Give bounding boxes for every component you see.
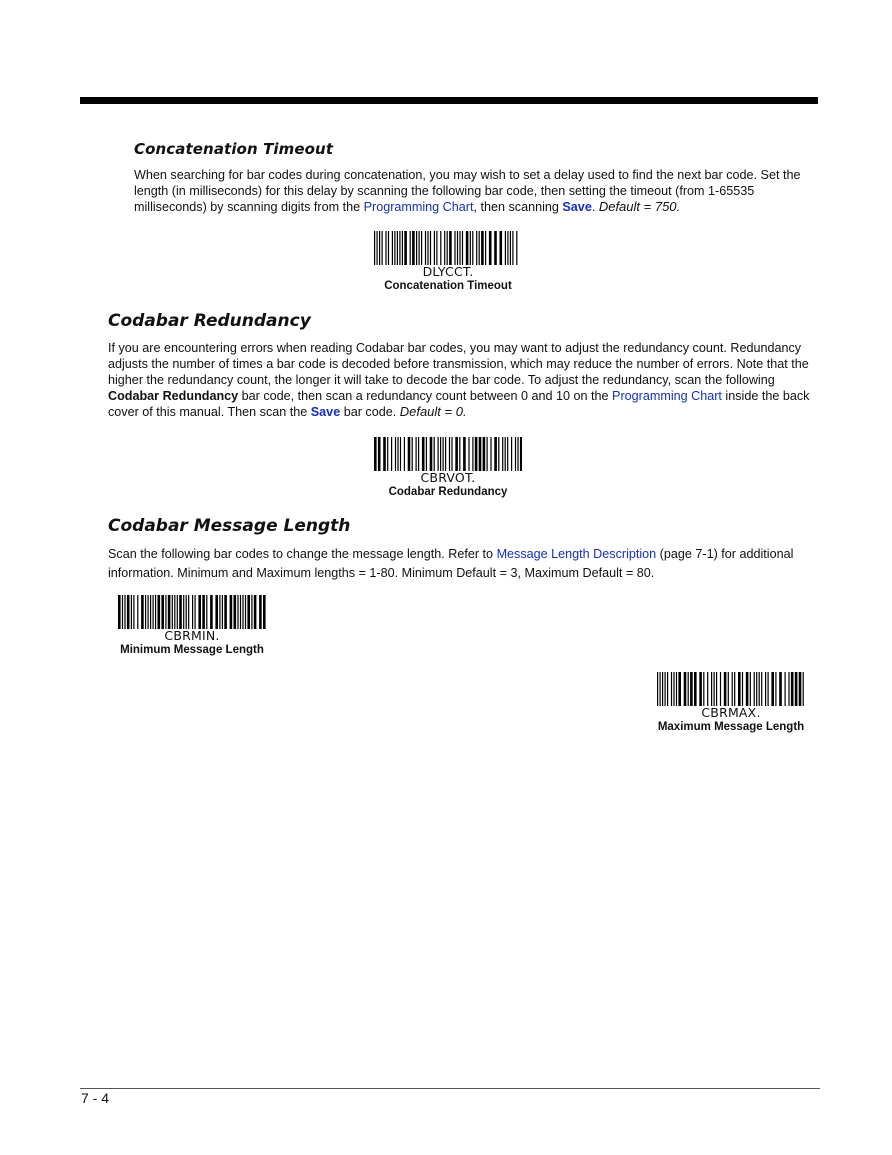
barcode-caption: Concatenation Timeout [384, 280, 512, 292]
default-value: Default = 0. [399, 404, 467, 419]
footer-rule [80, 1088, 820, 1089]
codabar-redundancy-barcode[interactable] [352, 437, 544, 500]
barcode-code: CBRVOT. [420, 470, 476, 485]
minimum-message-length-barcode[interactable] [106, 595, 278, 658]
barcode-bars [374, 231, 522, 265]
header-rule [80, 97, 818, 104]
codabar-redundancy-text [108, 340, 816, 420]
text-fragment: When searching for bar codes during concatenation, you may wish to set a delay used to find the next bar code. Set the length (in milliseconds) for this delay by scanning the following bar code, then setting the timeout (from 1-65535 milliseconds) by scanning digits from the [134, 168, 801, 214]
text-fragment: (page 7-1) for additional information. Minimum and Maximum lengths = 1-80. Minimum Default = 3, Maximum Default = 80. [108, 547, 794, 580]
text-fragment: bar code. [340, 405, 400, 419]
concatenation-timeout-heading: Concatenation Timeout [134, 140, 334, 158]
barcode-bars [657, 672, 805, 706]
codabar-redundancy-heading: Codabar Redundancy [108, 311, 311, 331]
page-number: 7 - 4 [81, 1090, 110, 1106]
barcode-code: DLYCCT. [422, 264, 474, 279]
barcode-caption: Minimum Message Length [120, 644, 264, 656]
text-fragment: . [591, 200, 599, 214]
programming-chart-link[interactable]: Programming Chart [363, 200, 474, 214]
concatenation-timeout-barcode[interactable] [352, 231, 544, 294]
maximum-message-length-barcode[interactable] [644, 672, 818, 735]
concatenation-timeout-text [134, 167, 814, 215]
barcode-code: CBRMAX. [701, 705, 761, 720]
barcode-code: CBRMIN. [164, 628, 220, 643]
default-value: Default = 750. [598, 199, 681, 214]
barcode-bars [374, 437, 522, 471]
programming-chart-link[interactable]: Programming Chart [612, 389, 722, 403]
save-link[interactable]: Save [562, 200, 592, 214]
text-fragment: bar code, then scan a redundancy count between 0 and 10 on the [238, 389, 613, 403]
message-length-description-link[interactable]: Message Length Description [496, 547, 657, 561]
barcode-bars [118, 595, 266, 629]
bold-text: Codabar Redundancy [108, 389, 239, 403]
codabar-message-length-heading: Codabar Message Length [108, 516, 351, 536]
codabar-message-length-text [108, 545, 808, 583]
save-link[interactable]: Save [310, 405, 341, 419]
barcode-caption: Maximum Message Length [657, 721, 805, 733]
text-fragment: inside the back cover of this manual. Then scan the [108, 389, 810, 419]
text-fragment: Scan the following bar codes to change the message length. Refer to [108, 547, 497, 561]
barcode-caption: Codabar Redundancy [388, 486, 508, 498]
text-fragment: , then scanning [473, 200, 563, 214]
text-fragment: If you are encountering errors when reading Codabar bar codes, you may want to adjust the redundancy count. Redundancy adjusts the number of times a bar code is decoded before transmission, which may reduce the number of errors. Note that the higher the redundancy count, the longer it will take to decode the bar code. To adjust the redundancy, scan the following [108, 341, 809, 387]
